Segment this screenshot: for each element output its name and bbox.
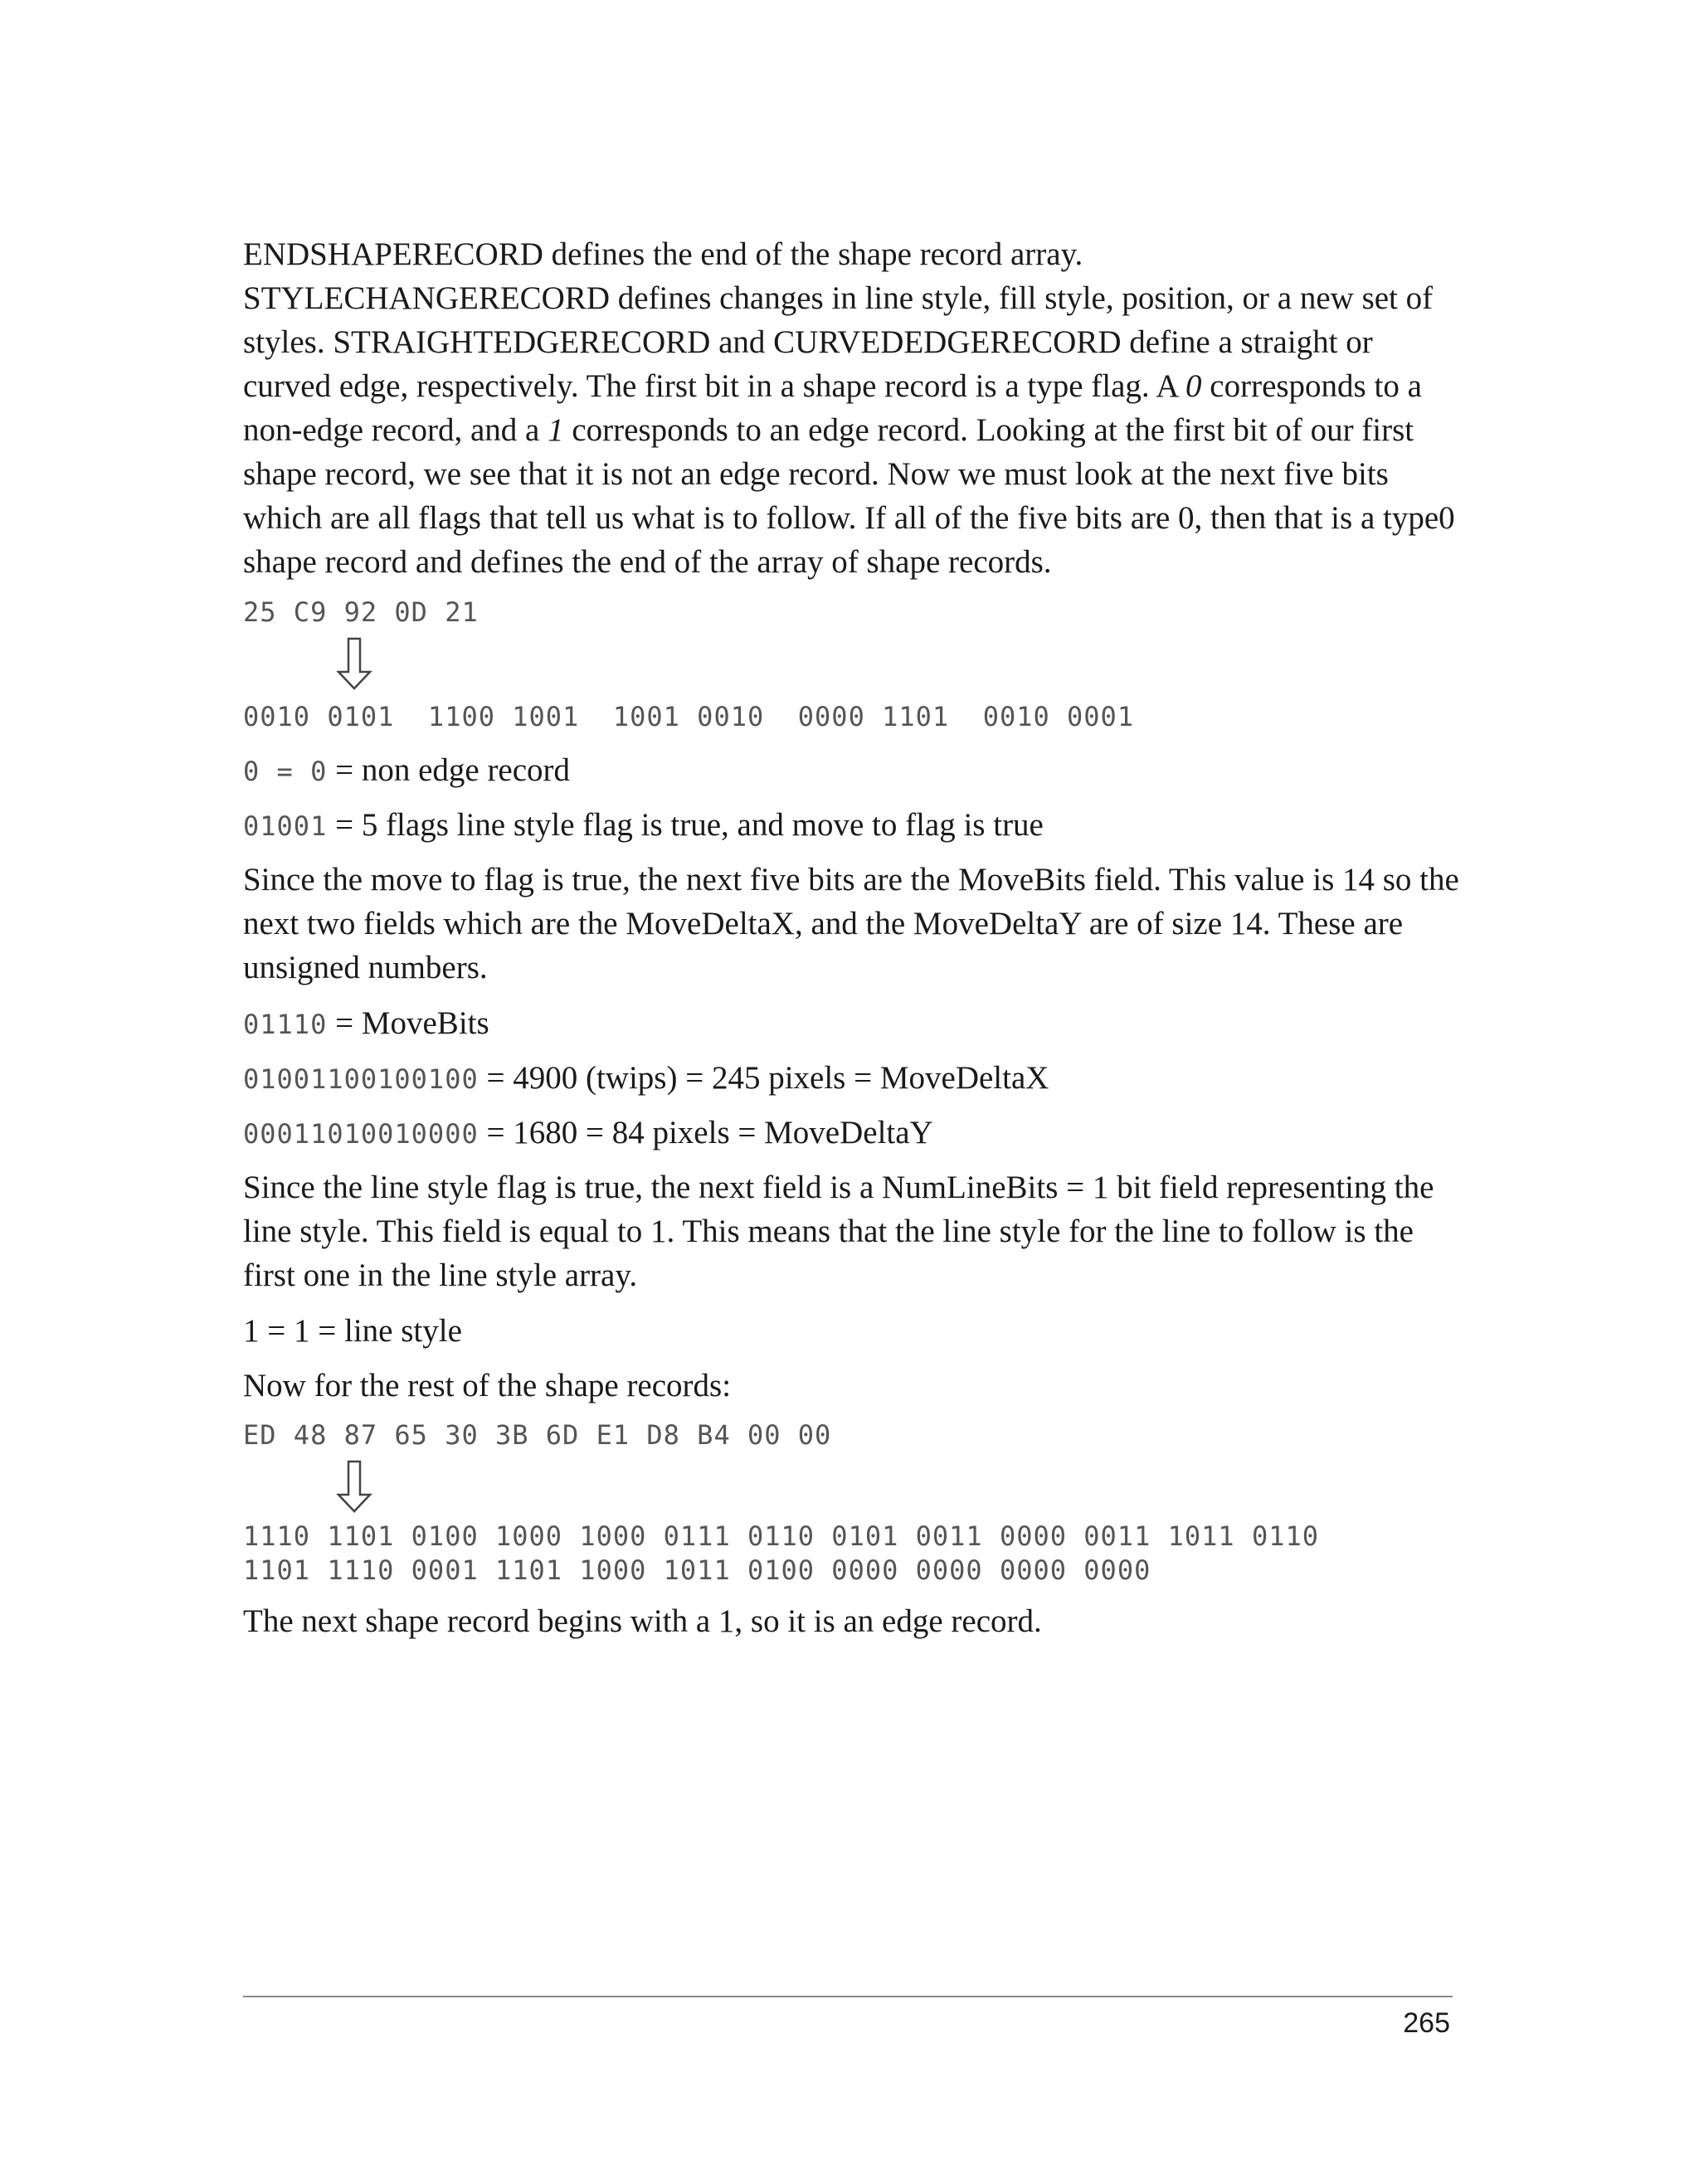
binary-bits-2-line-2: 1101 1110 0001 1101 1000 1011 0100 0000 0000 0000 0000 <box>243 1554 1151 1586</box>
intro-line-3: styles. STRAIGHTEDGERECORD and CURVEDEDGERECORD define a straight or <box>243 324 1373 360</box>
movebits-line-2: next two fields which are the MoveDeltaX, and the MoveDeltaY are of size 14. These are <box>243 906 1404 941</box>
flags-line <box>243 805 1463 846</box>
non-edge-code: 0 = 0 <box>243 756 328 787</box>
intro-line-2: STYLECHANGERECORD defines changes in line style, fill style, position, or a new set of <box>243 280 1434 316</box>
intro-line-5-b: corresponds to an edge record. Looking at the first bit of our first <box>563 412 1414 448</box>
binary-bits-2-line-1: 1110 1101 0100 1000 1000 0111 0110 0101 0011 0000 0011 1011 0110 <box>243 1520 1319 1552</box>
intro-line-5 <box>243 408 1463 452</box>
footer-rule <box>243 1996 1453 1997</box>
non-edge-text: = non edge record <box>327 752 571 788</box>
binary-bits-1: 0010 0101 1100 1001 1001 0010 0000 1101 0010 0001 <box>243 701 1135 732</box>
binary-bits-2 <box>243 1520 1463 1588</box>
hex-bytes-1: 25 C9 92 0D 21 <box>243 596 479 628</box>
intro-line-1: ENDSHAPERECORD defines the end of the shape record array. <box>243 236 1083 272</box>
line-style-equation: 1 = 1 = line style <box>243 1313 462 1349</box>
intro-paragraph <box>243 232 1463 584</box>
movebits-line <box>243 1003 1463 1044</box>
flags-text: = 5 flags line style flag is true, and move to flag is true <box>327 807 1044 843</box>
linestyle-line-1: Since the line style flag is true, the next field is a NumLineBits = 1 bit field representing the <box>243 1170 1434 1205</box>
hex-bytes-2: ED 48 87 65 30 3B 6D E1 D8 B4 00 00 <box>243 1419 832 1451</box>
linestyle-paragraph <box>243 1165 1463 1297</box>
movedeltay-text: = 1680 = 84 pixels = MoveDeltaY <box>478 1115 933 1150</box>
movebits-code: 01110 <box>243 1009 328 1040</box>
movedeltay-line <box>243 1112 1463 1154</box>
intro-line-4-b: corresponds to a <box>1201 368 1422 404</box>
down-arrow-icon <box>336 1460 1463 1520</box>
intro-line-5-a: non-edge record, and a <box>243 412 548 448</box>
down-arrow-icon <box>336 637 1463 697</box>
linestyle-line-3: first one in the line style array. <box>243 1257 638 1293</box>
closing-sentence: The next shape record begins with a 1, so it is an edge record. <box>243 1603 1042 1639</box>
movedeltay-code: 00011010010000 <box>243 1118 479 1150</box>
intro-line-7: which are all flags that tell us what is to follow. If all of the five bits are 0, then that is a type0 <box>243 500 1455 536</box>
flags-code: 01001 <box>243 810 328 842</box>
movedeltax-code: 01001100100100 <box>243 1063 479 1095</box>
non-edge-record-line <box>243 750 1463 791</box>
intro-line-8: shape record and defines the end of the array of shape records. <box>243 544 1052 580</box>
linestyle-line-2: line style. This field is equal to 1. This means that the line style for the line to follow is the <box>243 1214 1414 1249</box>
movebits-line-1: Since the move to flag is true, the next five bits are the MoveBits field. This value is 14 so the <box>243 862 1459 897</box>
rest-intro: Now for the rest of the shape records: <box>243 1368 732 1403</box>
page-number: 265 <box>1403 2007 1450 2039</box>
movebits-line-3: unsigned numbers. <box>243 950 488 985</box>
movebits-paragraph <box>243 858 1463 990</box>
intro-line-4 <box>243 364 1463 408</box>
intro-line-4-a: curved edge, respectively. The first bit in a shape record is a type flag. A <box>243 368 1186 404</box>
intro-line-4-italic: 0 <box>1185 368 1202 404</box>
page-content <box>243 232 1463 1642</box>
movebits-text: = MoveBits <box>327 1005 489 1041</box>
movedeltax-line <box>243 1058 1463 1099</box>
movedeltax-text: = 4900 (twips) = 245 pixels = MoveDeltaX <box>478 1060 1049 1096</box>
intro-line-6: shape record, we see that it is not an edge record. Now we must look at the next five bits <box>243 456 1389 492</box>
intro-line-5-italic: 1 <box>548 412 564 448</box>
